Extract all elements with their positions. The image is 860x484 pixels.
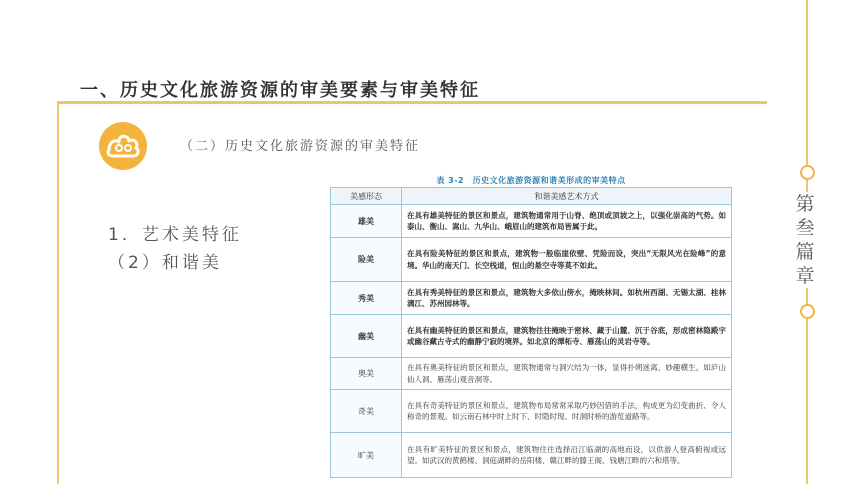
cell-desc: 在具有奇美特征的景区和景点，建筑物布局常常采取巧妙因借的手法，构成更为幻变曲折、令人称奇的景观。如云南石林中时上时下、时隐时现、时洞时桥的游览道路等。 bbox=[402, 390, 732, 433]
chapter-tab-char: 章 bbox=[795, 265, 815, 287]
table-row bbox=[331, 238, 732, 282]
table-row bbox=[331, 315, 732, 358]
ring-ornament-top bbox=[800, 165, 815, 180]
header-method: 和谐美感艺术方式 bbox=[402, 188, 732, 205]
ring-ornament-bottom bbox=[800, 304, 815, 319]
outline-item-art-beauty: 1．艺术美特征 bbox=[108, 225, 242, 245]
content-left-rule bbox=[57, 103, 59, 484]
cell-desc: 在具有旷美特征的景区和景点，建筑物往往选择沿江临湖的高地而设，以供游人登高俯视或远望。如武汉的黄鹤楼、洞庭湖畔的岳阳楼、赣江畔的滕王阁、钱塘江畔的六和塔等。 bbox=[402, 433, 732, 478]
chapter-tab-char: 第 bbox=[795, 193, 815, 215]
table-row bbox=[331, 390, 732, 433]
cell-desc: 在具有险美特征的景区和景点，建筑物一般临崖依壁、凭险而设，突出“无限风光在险峰”的意境。华山的南天门、长空栈道，恒山的悬空寺等莫不如此。 bbox=[402, 238, 732, 282]
table-row bbox=[331, 205, 732, 238]
auspicious-cloud-icon bbox=[99, 122, 147, 170]
cell-form: 雄美 bbox=[331, 205, 402, 238]
chapter-tab-char: 叁 bbox=[795, 217, 815, 239]
table-row bbox=[331, 282, 732, 315]
cell-form: 奥美 bbox=[331, 358, 402, 390]
table-row bbox=[331, 358, 732, 390]
chapter-tab bbox=[790, 192, 820, 288]
table-caption: 表 3-2 历史文化旅游资源和谐美形成的审美特点 bbox=[436, 176, 626, 185]
page-title: 一、历史文化旅游资源的审美要素与审美特征 bbox=[80, 80, 480, 101]
cell-desc: 在具有雄美特征的景区和景点，建筑物通常用于山脊、绝顶或顶坡之上，以强化崇高的气势。如泰山、衡山、嵩山、九华山、峨眉山的建筑布局皆属于此。 bbox=[402, 205, 732, 238]
cell-desc: 在具有奥美特征的景区和景点，建筑物通常与洞穴结为一体，显得扑朔迷离、妙趣横生。如庐山仙人洞、雁荡山观音洞等。 bbox=[402, 358, 732, 390]
outline-item-harmony: （2）和谐美 bbox=[108, 253, 222, 273]
cell-form: 幽美 bbox=[331, 315, 402, 358]
section-subtitle: （二）历史文化旅游资源的审美特征 bbox=[180, 139, 421, 154]
cell-desc: 在具有幽美特征的景区和景点，建筑物往往掩映于密林、藏于山麓、沉于谷底，形成密林隐殿宇或幽谷藏古寺式的幽静宁寂的境界。如北京的潭柘寺、雁荡山的灵岩寺等。 bbox=[402, 315, 732, 358]
chapter-tab-char: 篇 bbox=[795, 241, 815, 263]
table-header-row bbox=[331, 188, 732, 205]
aesthetics-table-figure bbox=[330, 174, 732, 478]
cell-desc: 在具有秀美特征的景区和景点，建筑物大多依山傍水，掩映林间。如杭州西湖、无锡太湖、桂林漓江、苏州园林等。 bbox=[402, 282, 732, 315]
cell-form: 秀美 bbox=[331, 282, 402, 315]
header-form: 美感形态 bbox=[331, 188, 402, 205]
table-row bbox=[331, 433, 732, 478]
cell-form: 险美 bbox=[331, 238, 402, 282]
title-underline bbox=[57, 101, 767, 104]
cell-form: 旷美 bbox=[331, 433, 402, 478]
cell-form: 奇美 bbox=[331, 390, 402, 433]
aesthetics-table bbox=[330, 187, 732, 478]
